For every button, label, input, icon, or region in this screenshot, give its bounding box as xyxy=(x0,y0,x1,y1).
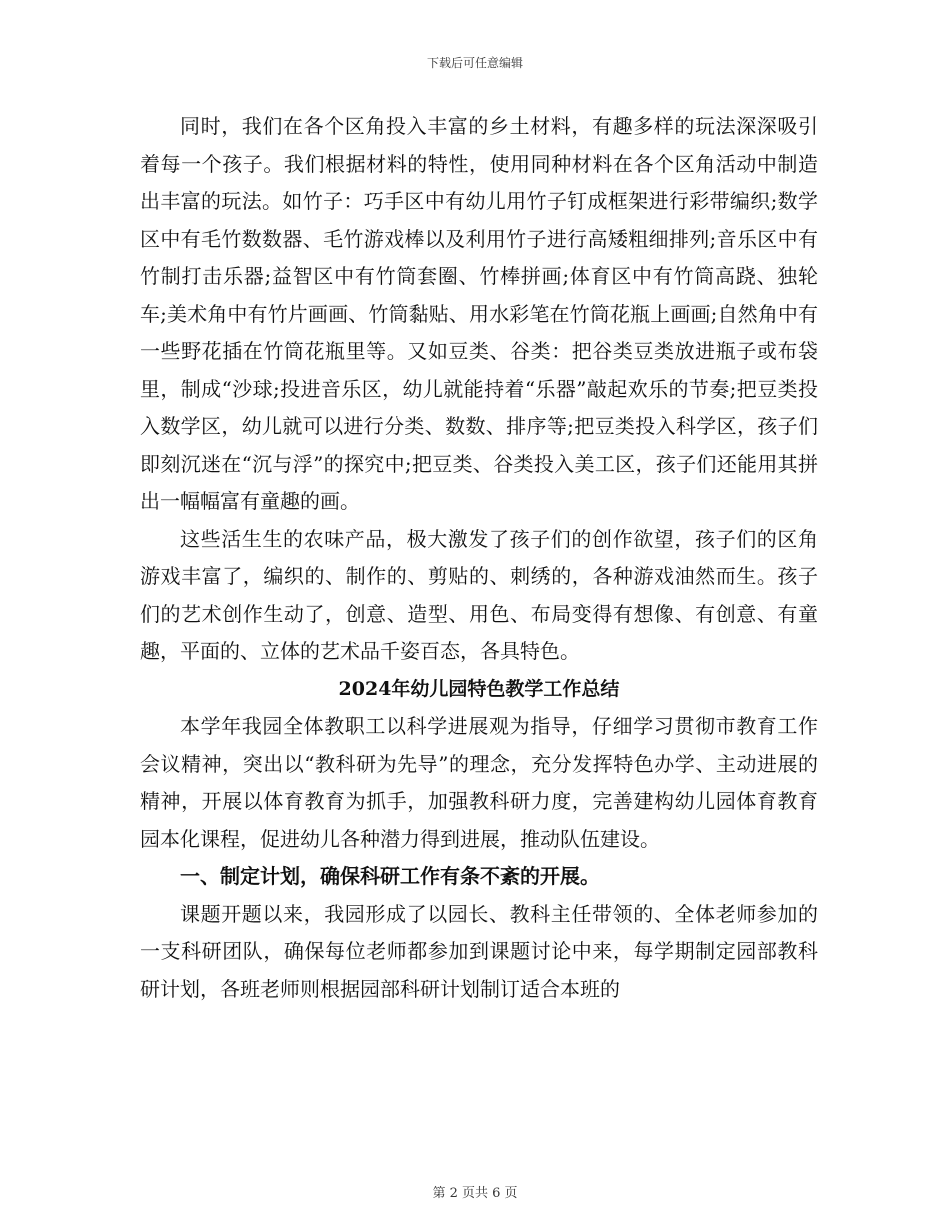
section-heading-1: 一、制定计划，确保科研工作有条不紊的开展。 xyxy=(180,864,600,888)
paragraph-creativity: 这些活生生的农味产品，极大激发了孩子们的创作欲望，孩子们的区角游戏丰富了，编织的、制作的、剪贴的、刺绣的，各种游戏油然而生。孩子们的艺术创作生动了，创意、造型、用色、布局变得有想像、有创意、有童趣，平面的、立体的艺术品千姿百态，各具特色。 xyxy=(140,526,818,663)
paragraph-local-materials: 同时，我们在各个区角投入丰富的乡土材料，有趣多样的玩法深深吸引着每一个孩子。我们根据材料的特性，使用同种材料在各个区角活动中制造出丰富的玩法。如竹子：巧手区中有幼儿用竹子钉成框架进行彩带编织;数学区中有毛竹数数器、毛竹游戏棒以及利用竹子进行高矮粗细排列;音乐区中有竹制打击乐器;益智区中有竹筒套圈、竹棒拼画;体育区中有竹筒高跷、独轮车;美术角中有竹片画画、竹筒黏贴、用水彩笔在竹筒花瓶上画画;自然角中有一些野花插在竹筒花瓶里等。又如豆类、谷类：把谷类豆类放进瓶子或布袋里，制成“沙球;投进音乐区，幼儿就能持着“乐器”敲起欢乐的节奏;把豆类投入数学区，幼儿就可以进行分类、数数、排序等;把豆类投入科学区，孩子们即刻沉迷在“沉与浮”的探究中;把豆类、谷类投入美工区，孩子们还能用其拼出一幅幅富有童趣的画。 xyxy=(140,114,818,513)
paragraph-research-team: 课题开题以来，我园形成了以园长、教科主任带领的、全体老师参加的一支科研团队，确保每位老师都参加到课题讨论中来，每学期制定园部教科研计划，各班老师则根据园部科研计划制订适合本班的 xyxy=(140,901,818,1001)
paragraph-intro: 本学年我园全体教职工以科学进展观为指导，仔细学习贯彻市教育工作会议精神，突出以“教科研为先导”的理念，充分发挥特色办学、主动进展的精神，开展以体育教育为抓手，加强教科研力度，完善建构幼儿园体育教育园本化课程，促进幼儿各种潜力得到进展，推动队伍建设。 xyxy=(140,714,818,851)
page-footer: 第 2 页共 6 页 xyxy=(432,1186,518,1201)
page-header: 下载后可任意编辑 xyxy=(426,56,523,70)
document-body xyxy=(140,108,818,1008)
document-title: 2024年幼儿园特色教学工作总结 xyxy=(338,677,620,700)
